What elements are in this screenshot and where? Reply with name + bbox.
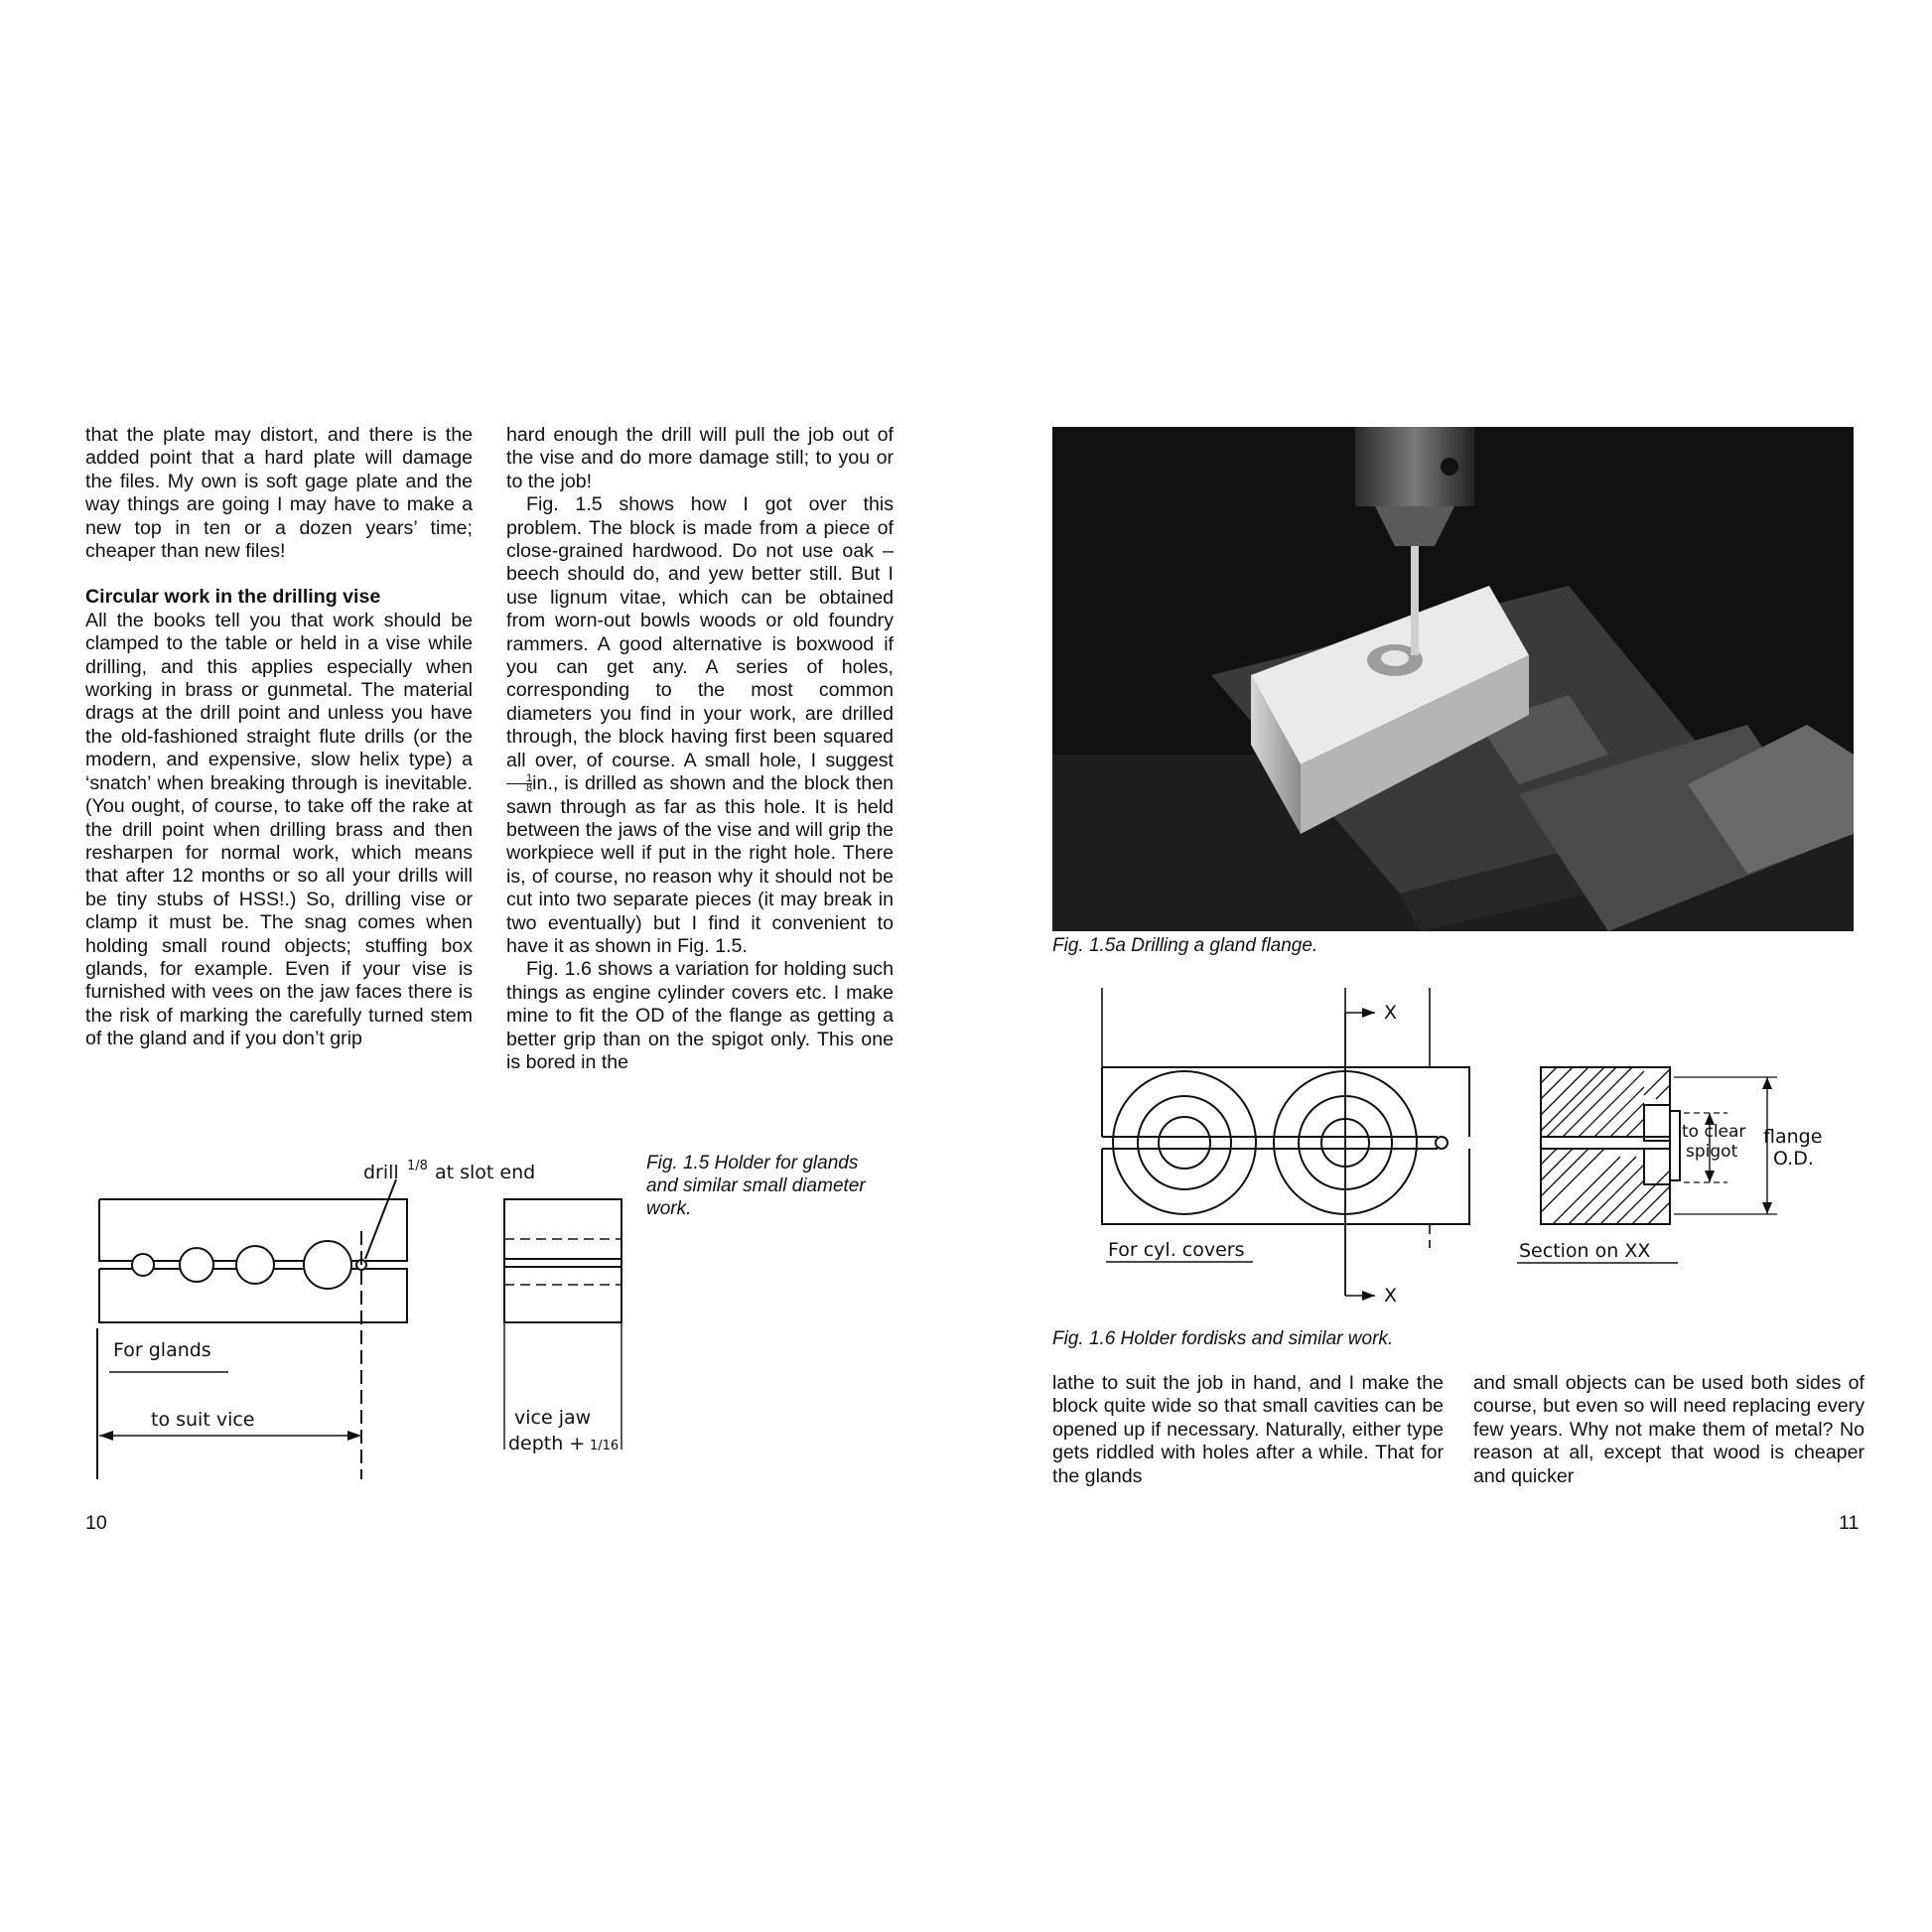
label-to-clear: to clear: [1682, 1122, 1746, 1142]
right-column-2: [1473, 1372, 1864, 1488]
label-drill-fraction: 1/8: [407, 1159, 428, 1173]
label-flange: flange: [1763, 1126, 1823, 1148]
paragraph: lathe to suit the job in hand, and I make the block quite wide so that small cavities can be opened up if necessary. Naturally, either type gets riddled with holes after a while. That for the glands: [1052, 1372, 1444, 1487]
paragraph: and small objects can be used both sides of course, but even so will need replacing every few years. Why not make them of metal? No reason at all, except that wood is cheaper and quicker: [1473, 1372, 1864, 1487]
drilling-photo: [1052, 427, 1854, 931]
paragraph: Fig. 1.6 shows a variation for holding such things as engine cylinder covers etc. I make mine to fit the OD of the flange as getting a better grip than on the spigot only. This one is bored in the: [506, 958, 894, 1073]
label-for-glands: For glands: [113, 1339, 211, 1361]
label-spigot: spigot: [1686, 1142, 1738, 1162]
left-column-1: [85, 424, 473, 1051]
label-vice-jaw: vice jaw: [514, 1407, 592, 1429]
label-slot-end: at slot end: [435, 1162, 536, 1183]
figure-1-5-caption: Fig. 1.5 Holder for glands and similar small diameter work.: [646, 1153, 866, 1219]
figure-1-6-drawing: [1092, 988, 1847, 1315]
figure-1-5a-caption: Fig. 1.5a Drilling a gland flange.: [1052, 935, 1318, 956]
left-column-2: [506, 424, 894, 1074]
paragraph: that the plate may distort, and there is the added point that a hard plate will damage the files. My own is soft gage plate and the way things are going I may have to make a new top in ten or a dozen years’ time; cheaper than new files!: [85, 424, 473, 563]
label-x-top: X: [1384, 1002, 1398, 1024]
label-drill: drill: [363, 1162, 399, 1183]
page-number-right: 11: [1839, 1512, 1860, 1534]
fraction-one-eighth: $\frac{1}{8}$: [506, 774, 532, 793]
label-depth-fraction: 1/16: [590, 1439, 620, 1453]
label-to-suit-vice: to suit vice: [151, 1409, 255, 1431]
page-number-left: 10: [85, 1512, 107, 1534]
photo-illustration: [1052, 427, 1854, 931]
section-heading: Circular work in the drilling vise: [85, 586, 381, 609]
label-depth: depth +: [508, 1433, 586, 1454]
paragraph: All the books tell you that work should be clamped to the table or held in a vise while drilling, and this applies especially when working in brass or gunmetal. The material drags at the drill point and unless you have the old-fashioned straight flute drills (or the modern, and expensive, slow helix type) a ‘snatch’ when breaking through is inevitable. (You ought, of course, to take off the rake at the drill point when drilling brass and then resharpen for normal work, which means that after 12 months or so all your drills will be tiny stubs of HSS!.) So, drilling vise or clamp it must be. The snag comes when holding small round objects; stuffing box glands, for example. Even if your vise is furnished with vees on the jaw faces there is the risk of marking the carefully turned stem of the gland and if you don’t grip: [85, 609, 473, 1050]
paragraph: Fig. 1.5 shows how I got over this problem. The block is made from a piece of close-grained hardwood. Do not use oak – beech should do, and yew better still. But I use lignum vitae, which can be obtained from worn-out bowls woods or old foundry rammers. A good alternative is boxwood if you can get any. A series of holes, corresponding to the most common diameters you find in your work, are drilled through, the block having first been squared all over, of course. A small hole, I suggest $\frac{1}{8}$ in., is drilled as shown and the block then sawn through as far as this hole. It is held between the jaws of the vise and will grip the workpiece well if put in the right hole. There is, of course, no reason why it should not be cut into two separate pieces (it may break in two eventually) but I find it convenient to have it as shown in Fig. 1.5.: [506, 493, 894, 957]
right-column-1: [1052, 1372, 1444, 1488]
label-x-bottom: X: [1384, 1285, 1398, 1307]
label-od: O.D.: [1773, 1148, 1814, 1170]
label-for-cyl-covers: For cyl. covers: [1108, 1239, 1245, 1261]
figure-1-6-caption: Fig. 1.6 Holder fordisks and similar work.: [1052, 1328, 1394, 1349]
figure-1-5-drawing: [89, 1152, 645, 1479]
label-section-xx: Section on XX: [1519, 1240, 1651, 1262]
paragraph: hard enough the drill will pull the job out of the vise and do more damage still; to you or to the job!: [506, 424, 894, 492]
